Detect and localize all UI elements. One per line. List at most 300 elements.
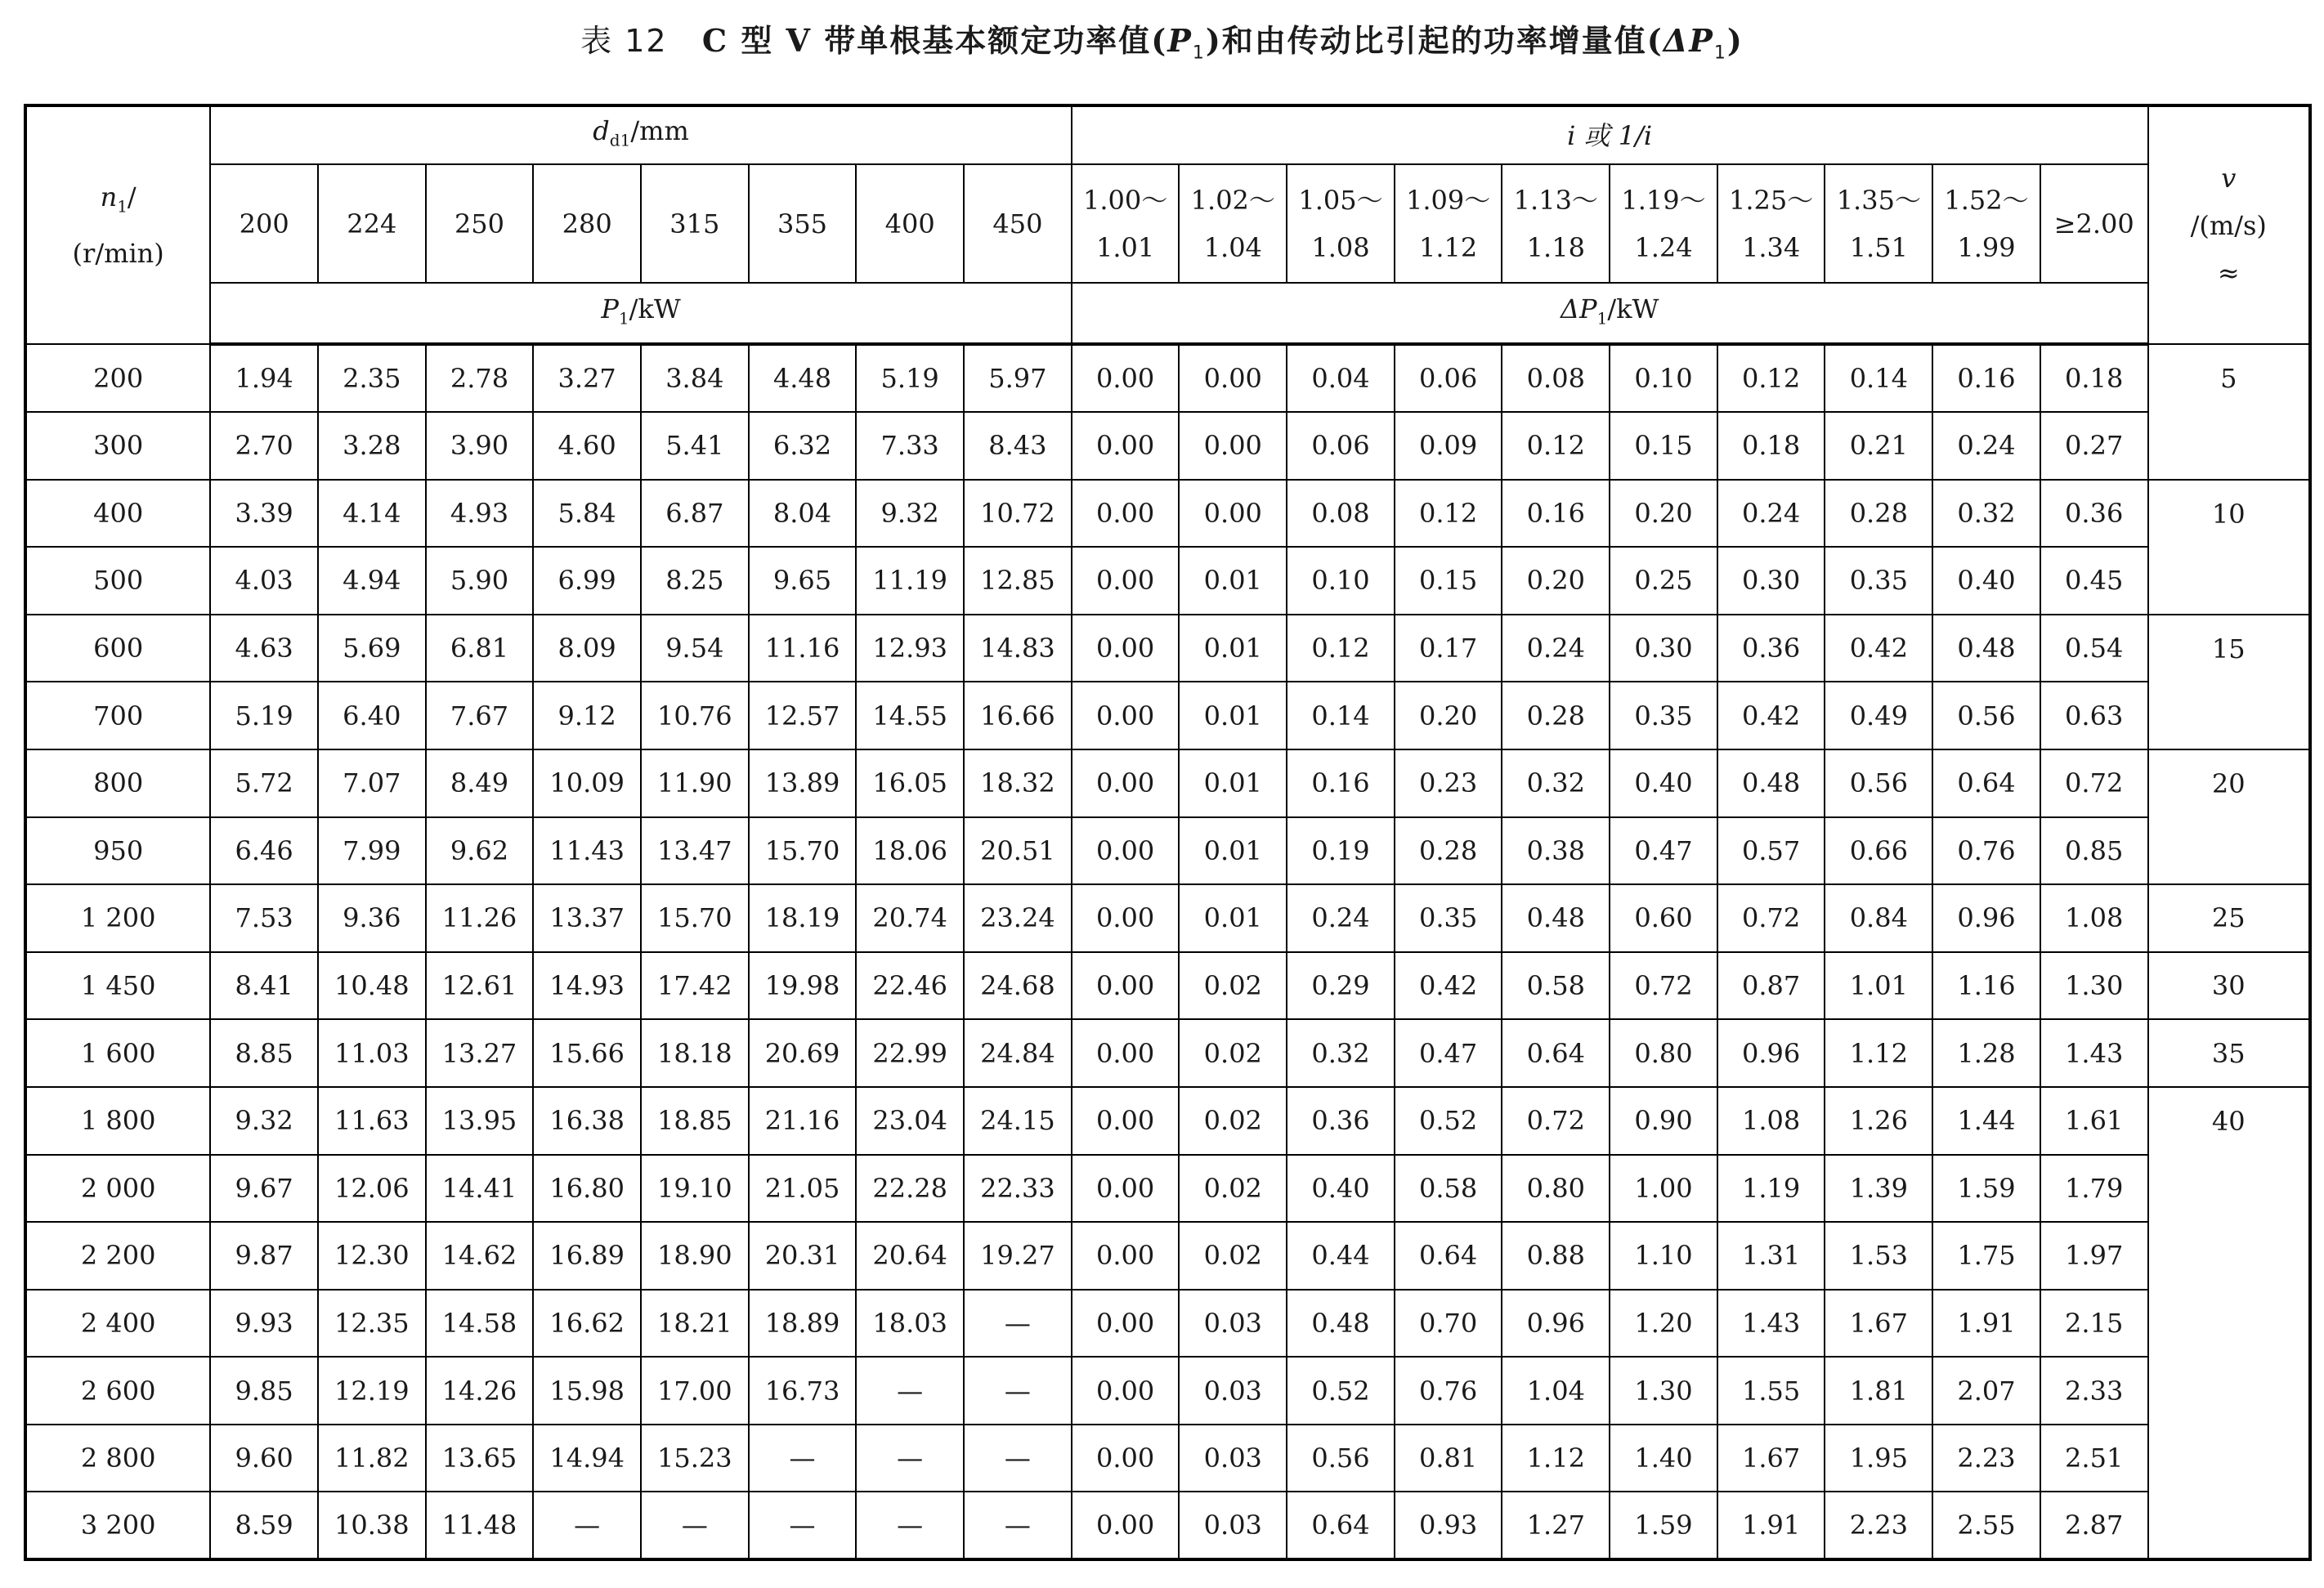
p1-cell: 8.43 xyxy=(964,412,1072,480)
table-row xyxy=(25,344,2310,412)
dp1-cell: 0.52 xyxy=(1395,1087,1502,1155)
dp1-cell: 0.00 xyxy=(1072,1087,1180,1155)
dp1-cell: 0.25 xyxy=(1610,547,1717,615)
table-row xyxy=(25,547,2310,615)
dp1-cell: 0.29 xyxy=(1287,952,1395,1020)
dp1-cell: 0.36 xyxy=(1717,615,1825,682)
p1-cell: 11.19 xyxy=(856,547,964,615)
dp1-cell: 0.00 xyxy=(1072,412,1180,480)
ratio-label: i 或 1/i xyxy=(1567,119,1653,151)
dp1-cell: 1.39 xyxy=(1825,1155,1932,1223)
n1-cell: 2 600 xyxy=(25,1357,210,1425)
dp1-cell: 1.43 xyxy=(1717,1290,1825,1358)
dp1-cell: 0.45 xyxy=(2040,547,2148,615)
dp1-cell: 1.00 xyxy=(1610,1155,1717,1223)
p1-cell: 22.28 xyxy=(856,1155,964,1223)
v-cell: 40 xyxy=(2148,1087,2310,1559)
p1-symbol: P xyxy=(601,293,619,324)
n1-cell: 300 xyxy=(25,412,210,480)
p1-cell: 7.99 xyxy=(318,817,426,885)
v-symbol: v xyxy=(2221,162,2237,194)
dp1-cell: 0.10 xyxy=(1287,547,1395,615)
p1-cell: 17.42 xyxy=(641,952,749,1020)
dp1-cell: 0.44 xyxy=(1287,1222,1395,1290)
dp1-cell: 0.57 xyxy=(1717,817,1825,885)
dp1-cell: 0.60 xyxy=(1610,884,1717,952)
dp1-cell: 0.02 xyxy=(1179,1087,1287,1155)
table-row xyxy=(25,1492,2310,1559)
dp1-cell: 0.30 xyxy=(1717,547,1825,615)
ratio-range-from: 1.09～ xyxy=(1406,184,1491,216)
p1-cell: 13.95 xyxy=(426,1087,534,1155)
ratio-range-to: 1.12 xyxy=(1419,231,1478,263)
ratio-range-header xyxy=(1072,164,1180,283)
p1-cell: 18.90 xyxy=(641,1222,749,1290)
dp1-cell: 0.48 xyxy=(1502,884,1610,952)
dp1-cell: 0.35 xyxy=(1395,884,1502,952)
table-row xyxy=(25,412,2310,480)
diameter-header: 315 xyxy=(641,164,749,283)
dp1-cell: 1.19 xyxy=(1717,1155,1825,1223)
dp1-cell: 0.00 xyxy=(1072,1492,1180,1559)
p1-cell: 9.65 xyxy=(749,547,857,615)
dp1-cell: 1.12 xyxy=(1825,1019,1932,1087)
dp1-cell: 0.48 xyxy=(1717,749,1825,817)
p1-cell: 15.66 xyxy=(533,1019,641,1087)
p1-cell: 18.18 xyxy=(641,1019,749,1087)
dd1-sub: d1 xyxy=(609,130,631,150)
dp1-cell: 0.40 xyxy=(1932,547,2040,615)
title-mid-text: )和由传动比引起的功率增量值( xyxy=(1205,22,1664,59)
ratio-range-header xyxy=(2040,164,2148,283)
p1-cell: 5.72 xyxy=(210,749,318,817)
p1-cell: — xyxy=(856,1357,964,1425)
dp1-cell: 0.24 xyxy=(1287,884,1395,952)
p1-cell: 8.59 xyxy=(210,1492,318,1559)
dp1-cell: 0.01 xyxy=(1179,615,1287,682)
dp1-cell: 0.01 xyxy=(1179,682,1287,749)
p1-cell: 6.99 xyxy=(533,547,641,615)
diameter-header: 355 xyxy=(749,164,857,283)
p1-cell: 15.23 xyxy=(641,1425,749,1492)
ratio-range-from: 1.52～ xyxy=(1944,184,2029,216)
dp1-cell: 0.63 xyxy=(2040,682,2148,749)
dp1-cell: 0.24 xyxy=(1717,480,1825,548)
dp1-cell: 0.01 xyxy=(1179,817,1287,885)
p1-cell: 11.90 xyxy=(641,749,749,817)
dp1-cell: 0.56 xyxy=(1825,749,1932,817)
dp1-cell: 0.84 xyxy=(1825,884,1932,952)
table-title xyxy=(0,18,2324,77)
dp1-cell: 1.27 xyxy=(1502,1492,1610,1559)
dp1-cell: 1.31 xyxy=(1717,1222,1825,1290)
dp1-cell: 0.56 xyxy=(1932,682,2040,749)
title-dp1-symbol: ΔP xyxy=(1663,22,1714,59)
ratio-range-header xyxy=(1287,164,1395,283)
p1-cell: 14.93 xyxy=(533,952,641,1020)
p1-cell: 4.48 xyxy=(749,344,857,412)
p1-cell: — xyxy=(749,1425,857,1492)
p1-cell: 5.19 xyxy=(210,682,318,749)
dp1-cell: 0.32 xyxy=(1502,749,1610,817)
dp1-cell: 0.03 xyxy=(1179,1290,1287,1358)
dp1-sub: 1 xyxy=(1596,308,1608,329)
n1-cell: 1 450 xyxy=(25,952,210,1020)
dp1-cell: 0.18 xyxy=(2040,344,2148,412)
dp1-cell: 1.10 xyxy=(1610,1222,1717,1290)
p1-cell: 21.05 xyxy=(749,1155,857,1223)
ratio-range-from: 1.19～ xyxy=(1621,184,1706,216)
p1-cell: 12.61 xyxy=(426,952,534,1020)
p1-cell: 14.26 xyxy=(426,1357,534,1425)
p1-cell: 20.51 xyxy=(964,817,1072,885)
dp1-cell: 0.17 xyxy=(1395,615,1502,682)
ratio-range-to: 1.01 xyxy=(1095,231,1155,263)
dp1-cell: 0.58 xyxy=(1395,1155,1502,1223)
p1-cell: — xyxy=(964,1290,1072,1358)
dp1-cell: 0.32 xyxy=(1287,1019,1395,1087)
dp1-cell: 0.09 xyxy=(1395,412,1502,480)
n1-sub: 1 xyxy=(117,196,128,217)
p1-cell: 12.30 xyxy=(318,1222,426,1290)
dp1-cell: 0.08 xyxy=(1502,344,1610,412)
ratio-range-header xyxy=(1932,164,2040,283)
dp1-cell: 0.00 xyxy=(1072,1155,1180,1223)
dp1-cell: 1.08 xyxy=(1717,1087,1825,1155)
n1-unit: (r/min) xyxy=(72,238,164,270)
ratio-range-from: 1.25～ xyxy=(1729,184,1814,216)
dp1-cell: 0.47 xyxy=(1395,1019,1502,1087)
p1-cell: 18.03 xyxy=(856,1290,964,1358)
p1-cell: 4.63 xyxy=(210,615,318,682)
dp1-cell: 1.12 xyxy=(1502,1425,1610,1492)
dp1-cell: 0.42 xyxy=(1717,682,1825,749)
p1-cell: 4.94 xyxy=(318,547,426,615)
dp1-cell: 1.40 xyxy=(1610,1425,1717,1492)
dp1-cell: 0.64 xyxy=(1502,1019,1610,1087)
dp1-cell: 0.02 xyxy=(1179,952,1287,1020)
dp1-cell: 0.15 xyxy=(1610,412,1717,480)
p1-cell: 8.85 xyxy=(210,1019,318,1087)
p1-cell: 8.09 xyxy=(533,615,641,682)
dp1-cell: 1.44 xyxy=(1932,1087,2040,1155)
dp1-cell: 0.00 xyxy=(1179,480,1287,548)
dp1-cell: 0.81 xyxy=(1395,1425,1502,1492)
v-header xyxy=(2148,105,2310,344)
ratio-range-header xyxy=(1717,164,1825,283)
v-cell: 20 xyxy=(2148,749,2310,884)
diameter-header: 450 xyxy=(964,164,1072,283)
table-header xyxy=(25,105,2310,344)
dp1-cell: 1.95 xyxy=(1825,1425,1932,1492)
p1-cell: 3.28 xyxy=(318,412,426,480)
table-row xyxy=(25,615,2310,682)
dp1-cell: 2.23 xyxy=(1932,1425,2040,1492)
dp1-cell: 0.03 xyxy=(1179,1425,1287,1492)
p1-cell: 6.32 xyxy=(749,412,857,480)
dp1-cell: 0.00 xyxy=(1072,952,1180,1020)
diameter-header: 250 xyxy=(426,164,534,283)
table-row xyxy=(25,1222,2310,1290)
dp1-cell: 0.85 xyxy=(2040,817,2148,885)
p1-cell: 23.24 xyxy=(964,884,1072,952)
p1-cell: 11.03 xyxy=(318,1019,426,1087)
p1-cell: 4.93 xyxy=(426,480,534,548)
p1-cell: 16.73 xyxy=(749,1357,857,1425)
dp1-cell: 0.00 xyxy=(1072,749,1180,817)
ratio-range-from: 1.05～ xyxy=(1298,184,1383,216)
p1-sub: 1 xyxy=(618,308,629,329)
dp1-cell: 0.00 xyxy=(1072,1425,1180,1492)
ratio-range-to: 1.24 xyxy=(1634,231,1693,263)
title-p1-symbol: P xyxy=(1167,22,1193,59)
dp1-cell: 1.79 xyxy=(2040,1155,2148,1223)
p1-cell: 6.81 xyxy=(426,615,534,682)
dp1-cell: 0.28 xyxy=(1502,682,1610,749)
dp1-cell: 1.97 xyxy=(2040,1222,2148,1290)
p1-cell: 20.31 xyxy=(749,1222,857,1290)
dp1-cell: 0.70 xyxy=(1395,1290,1502,1358)
ratio-range-from: ≥2.00 xyxy=(2053,208,2134,239)
n1-cell: 3 200 xyxy=(25,1492,210,1559)
ratio-range-header xyxy=(1825,164,1932,283)
p1-cell: 14.55 xyxy=(856,682,964,749)
dp1-cell: 0.15 xyxy=(1395,547,1502,615)
p1-cell: 3.90 xyxy=(426,412,534,480)
v-approx: ≈ xyxy=(2217,257,2240,289)
dp1-cell: 0.35 xyxy=(1825,547,1932,615)
p1-cell: 24.84 xyxy=(964,1019,1072,1087)
table-row xyxy=(25,749,2310,817)
p1-cell: 8.04 xyxy=(749,480,857,548)
p1-cell: 20.74 xyxy=(856,884,964,952)
p1-cell: 22.99 xyxy=(856,1019,964,1087)
p1-cell: 5.97 xyxy=(964,344,1072,412)
p1-cell: 12.93 xyxy=(856,615,964,682)
dp1-cell: 0.20 xyxy=(1610,480,1717,548)
dp1-cell: 0.00 xyxy=(1072,615,1180,682)
p1-cell: 9.36 xyxy=(318,884,426,952)
dp1-cell: 1.16 xyxy=(1932,952,2040,1020)
p1-cell: 11.82 xyxy=(318,1425,426,1492)
dp1-cell: 0.42 xyxy=(1395,952,1502,1020)
dp1-cell: 0.00 xyxy=(1179,344,1287,412)
p1-cell: 4.14 xyxy=(318,480,426,548)
dp1-cell: 0.87 xyxy=(1717,952,1825,1020)
p1-cell: 14.83 xyxy=(964,615,1072,682)
p1-cell: 3.84 xyxy=(641,344,749,412)
n1-cell: 2 000 xyxy=(25,1155,210,1223)
p1-cell: 20.64 xyxy=(856,1222,964,1290)
p1-cell: 9.87 xyxy=(210,1222,318,1290)
table-row xyxy=(25,817,2310,885)
dp1-cell: 0.93 xyxy=(1395,1492,1502,1559)
dp1-cell: 0.01 xyxy=(1179,884,1287,952)
p1-cell: — xyxy=(856,1425,964,1492)
dp1-cell: 0.19 xyxy=(1287,817,1395,885)
n1-cell: 200 xyxy=(25,344,210,412)
p1-cell: 5.90 xyxy=(426,547,534,615)
p1-cell: 9.12 xyxy=(533,682,641,749)
table-row xyxy=(25,1019,2310,1087)
p1-cell: 5.19 xyxy=(856,344,964,412)
dp1-cell: 1.28 xyxy=(1932,1019,2040,1087)
p1-cell: 14.62 xyxy=(426,1222,534,1290)
dp1-cell: 0.80 xyxy=(1610,1019,1717,1087)
p1-cell: 10.38 xyxy=(318,1492,426,1559)
dp1-cell: 0.72 xyxy=(2040,749,2148,817)
p1-cell: 18.06 xyxy=(856,817,964,885)
n1-header xyxy=(25,105,210,344)
dp1-cell: 0.14 xyxy=(1287,682,1395,749)
dp1-cell: 2.07 xyxy=(1932,1357,2040,1425)
ratio-range-to: 1.51 xyxy=(1849,231,1908,263)
dp1-cell: 0.76 xyxy=(1932,817,2040,885)
p1-cell: 4.60 xyxy=(533,412,641,480)
dp1-cell: 0.00 xyxy=(1072,884,1180,952)
title-dp1-sub: 1 xyxy=(1713,42,1727,64)
dp1-cell: 1.67 xyxy=(1717,1425,1825,1492)
p1-cell: 5.69 xyxy=(318,615,426,682)
p1-cell: 16.38 xyxy=(533,1087,641,1155)
p1-cell: 11.43 xyxy=(533,817,641,885)
dp1-cell: 0.40 xyxy=(1287,1155,1395,1223)
p1-cell: — xyxy=(749,1492,857,1559)
ratio-range-from: 1.35～ xyxy=(1836,184,1921,216)
p1-cell: 6.46 xyxy=(210,817,318,885)
p1-cell: 9.32 xyxy=(210,1087,318,1155)
dp1-cell: 1.75 xyxy=(1932,1222,2040,1290)
v-cell: 30 xyxy=(2148,952,2310,1020)
p1-cell: 12.06 xyxy=(318,1155,426,1223)
p1-cell: 8.25 xyxy=(641,547,749,615)
v-cell: 10 xyxy=(2148,480,2310,615)
p1-cell: 24.68 xyxy=(964,952,1072,1020)
p1-cell: 9.32 xyxy=(856,480,964,548)
v-cell: 25 xyxy=(2148,884,2310,952)
p1-cell: 19.10 xyxy=(641,1155,749,1223)
dp1-cell: 0.03 xyxy=(1179,1357,1287,1425)
dp1-cell: 0.00 xyxy=(1072,1222,1180,1290)
dp1-cell: 0.01 xyxy=(1179,547,1287,615)
diameter-header: 224 xyxy=(318,164,426,283)
dp1-cell: 1.30 xyxy=(1610,1357,1717,1425)
diameter-header: 400 xyxy=(856,164,964,283)
ratio-range-to: 1.18 xyxy=(1526,231,1585,263)
p1-unit: /kW xyxy=(629,293,681,324)
dp1-cell: 1.55 xyxy=(1717,1357,1825,1425)
dp1-cell: 1.43 xyxy=(2040,1019,2148,1087)
p1-cell: 22.33 xyxy=(964,1155,1072,1223)
dp1-cell: 1.59 xyxy=(1610,1492,1717,1559)
p1-cell: — xyxy=(964,1492,1072,1559)
dp1-cell: 0.00 xyxy=(1072,817,1180,885)
dp1-cell: 1.61 xyxy=(2040,1087,2148,1155)
p1-cell: — xyxy=(856,1492,964,1559)
dp1-cell: 0.16 xyxy=(1932,344,2040,412)
dp1-cell: 0.16 xyxy=(1287,749,1395,817)
dp1-cell: 0.16 xyxy=(1502,480,1610,548)
p1-cell: 13.37 xyxy=(533,884,641,952)
dp1-cell: 2.87 xyxy=(2040,1492,2148,1559)
dp1-cell: 0.03 xyxy=(1179,1492,1287,1559)
n1-slash: / xyxy=(127,181,137,212)
p1-cell: 9.60 xyxy=(210,1425,318,1492)
dp1-cell: 0.08 xyxy=(1287,480,1395,548)
dp1-cell: 0.54 xyxy=(2040,615,2148,682)
dp1-cell: 0.80 xyxy=(1502,1155,1610,1223)
p1-cell: 14.41 xyxy=(426,1155,534,1223)
ratio-range-to: 1.08 xyxy=(1311,231,1370,263)
v-cell: 15 xyxy=(2148,615,2310,749)
dp1-cell: 0.01 xyxy=(1179,749,1287,817)
p1-cell: 21.16 xyxy=(749,1087,857,1155)
dp1-cell: 2.55 xyxy=(1932,1492,2040,1559)
dd1-symbol: d xyxy=(593,115,610,146)
diameter-header: 200 xyxy=(210,164,318,283)
p1-cell: 10.09 xyxy=(533,749,641,817)
dp1-cell: 0.12 xyxy=(1502,412,1610,480)
n1-cell: 400 xyxy=(25,480,210,548)
dp1-cell: 0.64 xyxy=(1932,749,2040,817)
dp1-cell: 0.02 xyxy=(1179,1155,1287,1223)
dp1-cell: 0.47 xyxy=(1610,817,1717,885)
p1-cell: 12.19 xyxy=(318,1357,426,1425)
ratio-range-to: 1.34 xyxy=(1742,231,1801,263)
p1-cell: 3.39 xyxy=(210,480,318,548)
p1-cell: 2.78 xyxy=(426,344,534,412)
dp1-header xyxy=(1072,283,2148,344)
p1-cell: 17.00 xyxy=(641,1357,749,1425)
dp1-cell: 1.53 xyxy=(1825,1222,1932,1290)
p1-cell: 7.67 xyxy=(426,682,534,749)
dp1-cell: 0.66 xyxy=(1825,817,1932,885)
n1-cell: 2 400 xyxy=(25,1290,210,1358)
p1-cell: 6.40 xyxy=(318,682,426,749)
dp1-cell: 0.96 xyxy=(1932,884,2040,952)
p1-cell: 7.53 xyxy=(210,884,318,952)
dp1-cell: 1.26 xyxy=(1825,1087,1932,1155)
p1-cell: 19.98 xyxy=(749,952,857,1020)
p1-cell: 24.15 xyxy=(964,1087,1072,1155)
dp1-cell: 2.15 xyxy=(2040,1290,2148,1358)
dp1-cell: 2.51 xyxy=(2040,1425,2148,1492)
ratio-range-from: 1.13～ xyxy=(1513,184,1598,216)
dp1-cell: 1.67 xyxy=(1825,1290,1932,1358)
table-row xyxy=(25,884,2310,952)
v-cell: 35 xyxy=(2148,1019,2310,1087)
v-unit: /(m/s) xyxy=(2190,209,2267,241)
n1-symbol: n xyxy=(100,181,118,212)
dp1-cell: 0.27 xyxy=(2040,412,2148,480)
ratio-range-from: 1.00～ xyxy=(1082,184,1168,216)
dp1-cell: 0.35 xyxy=(1610,682,1717,749)
p1-cell: 18.32 xyxy=(964,749,1072,817)
dp1-cell: 0.48 xyxy=(1287,1290,1395,1358)
n1-cell: 2 200 xyxy=(25,1222,210,1290)
p1-cell: 15.70 xyxy=(749,817,857,885)
dp1-cell: 0.18 xyxy=(1717,412,1825,480)
p1-cell: 16.89 xyxy=(533,1222,641,1290)
dp1-cell: 0.02 xyxy=(1179,1222,1287,1290)
table-row xyxy=(25,1155,2310,1223)
dp1-cell: 0.48 xyxy=(1932,615,2040,682)
p1-cell: 14.94 xyxy=(533,1425,641,1492)
dp1-unit: /kW xyxy=(1607,293,1659,324)
p1-cell: 2.35 xyxy=(318,344,426,412)
p1-cell: 18.19 xyxy=(749,884,857,952)
dp1-cell: 0.42 xyxy=(1825,615,1932,682)
